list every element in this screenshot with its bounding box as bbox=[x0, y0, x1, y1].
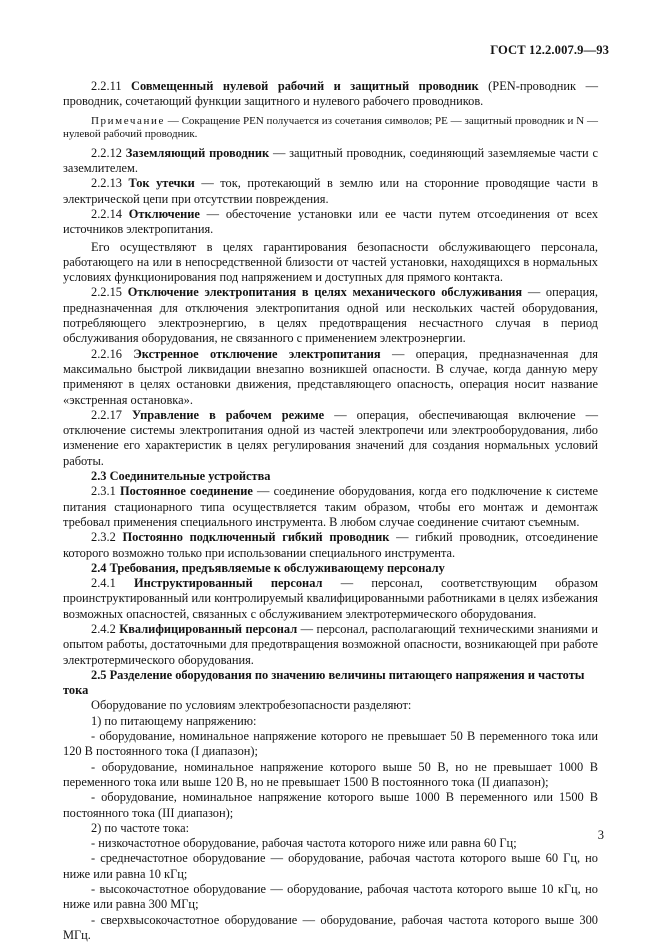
term: Инструктированный персонал bbox=[134, 576, 323, 591]
list-line: - высокочастотное оборудование — оборудование, рабочая частота которого выше 10 кГц, но ниже или равна 300 МГц; bbox=[63, 882, 598, 912]
list-line: 2) по частоте тока: bbox=[91, 820, 190, 835]
clause-2-4-1: 2.4.1 Инструктированный персонал — персонал, соответствующим образом проинструктированный или контролируемый квалифицированными работниками в целях избежания возможных опасностей, связанных с обслуживанием электротермического оборудования. bbox=[63, 576, 598, 621]
section-heading-2-5: 2.5 Разделение оборудования по значению величины питающего напряжения и частоты тока bbox=[63, 667, 585, 698]
list-line: - оборудование, номинальное напряжение которого выше 50 В, но не превышает 1000 В переменного тока или выше 120 В, но не превышает 1500 В постоянного тока (II диапазон); bbox=[63, 759, 598, 789]
section-heading-2-3: 2.3 Соединительные устройства bbox=[91, 469, 271, 484]
term: Отключение электропитания в целях механического обслуживания bbox=[127, 285, 523, 300]
clause-2-3-2: 2.3.2 Постоянно подключенный гибкий проводник — гибкий проводник, отсоединение которого возможно только при использовании специального инструмента. bbox=[63, 530, 598, 560]
list-line: - низкочастотное оборудование, рабочая частота которого ниже или равна 60 Гц; bbox=[91, 836, 517, 851]
term: Постоянно подключенный гибкий проводник bbox=[122, 530, 390, 545]
term: Совмещенный нулевой рабочий и защитный проводник bbox=[131, 79, 479, 93]
note-label: Примечание bbox=[91, 114, 165, 127]
term: Заземляющий проводник bbox=[125, 145, 270, 160]
clause-2-2-16: 2.2.16 Экстренное отключение электропитания — операция, предназначенная для максимально быстрой ликвидации внезапно возникшей опасности. В случае, когда данную меру применяют в целях остановки движения, представляющего опасность, операция носит название «экстренная остановка». bbox=[63, 346, 599, 407]
clause-2-2-17: 2.2.17 Управление в рабочем режиме — операция, обеспечивающая включение — отключение системы электропитания одной из частей электропечи или электрооборудования, либо изменение его характеристик в целях регулирования значений для создания нормальных условий работы. bbox=[63, 407, 598, 468]
page-number: 3 bbox=[597, 828, 604, 842]
term: Постоянное соединение bbox=[119, 484, 253, 499]
section-heading-2-4: 2.4 Требования, предъявляемые к обслуживающему персоналу bbox=[91, 560, 445, 575]
clause-2-4-2: 2.4.2 Квалифицированный персонал — персонал, располагающий техническими знаниями и опытом работы, достаточными для предотвращения возможной опасности, возникающей при работе электротермического оборудования. bbox=[63, 621, 598, 667]
document-body bbox=[63, 79, 598, 943]
clause-2-2-14: 2.2.14 Отключение — обесточение установки или ее части путем отсоединения от всех источников электропитания. bbox=[63, 206, 599, 237]
term: Квалифицированный персонал bbox=[119, 621, 298, 636]
list-line: - оборудование, номинальное напряжение которого выше 1000 В переменного или 1500 В постоянного тока (III диапазон); bbox=[63, 790, 598, 820]
term: Отключение bbox=[128, 206, 200, 221]
clause-2-3-1: 2.3.1 Постоянное соединение — соединение оборудования, когда его подключение к системе питания стационарного типа осуществляется таким образом, чтобы его монтаж и демонтаж требовал применения специального инструмента. В любом случае соединение считают съемным. bbox=[63, 484, 598, 529]
clause-2-2-13: 2.2.13 Ток утечки — ток, протекающий в землю или на сторонние проводящие части в электрической цепи при отсутствии повреждения. bbox=[63, 176, 598, 206]
clause-2-2-14-continued: Его осуществляют в целях гарантирования безопасности обслуживающего персонала, работающего на или в непосредственной близости от частей установки, находящихся в нормальных условиях функционирования под напряжением и доступных для прямого контакта. bbox=[63, 239, 598, 285]
term: Ток утечки bbox=[128, 176, 195, 191]
list-line: - среднечастотное оборудование — оборудование, рабочая частота которого выше 60 Гц, но ниже или равна 10 кГц; bbox=[63, 851, 598, 881]
list-line: - оборудование, номинальное напряжение которого не превышает 50 В переменного тока или 120 В постоянного тока (I диапазон); bbox=[63, 729, 598, 759]
note: Примечание — Сокращение PEN получается из сочетания символов; PE — защитный проводник и N — нулевой рабочий проводник. bbox=[63, 114, 598, 141]
term: Управление в рабочем режиме bbox=[132, 407, 325, 422]
clause-2-2-11: 2.2.11 Совмещенный нулевой рабочий и защитный проводник (PEN-проводник — проводник, сочетающий функции защитного и нулевого рабочего проводников. bbox=[63, 79, 598, 109]
list-line: Оборудование по условиям электробезопасности разделяют: bbox=[91, 698, 412, 713]
term: Экстренное отключение электропитания bbox=[133, 346, 381, 361]
document-code: ГОСТ 12.2.007.9—93 bbox=[490, 43, 609, 57]
list-line: 1) по питающему напряжению: bbox=[91, 713, 257, 728]
clause-2-2-12: 2.2.12 Заземляющий проводник — защитный проводник, соединяющий заземляемые части с заземлителем. bbox=[63, 145, 598, 176]
clause-2-2-15: 2.2.15 Отключение электропитания в целях механического обслуживания — операция, предназначенная для отключения электропитания одной или нескольких частей оборудования, потребляющего электроэнергию, в целях предотвращения несчастного случая в период обслуживания оборудования, не связанного с применением электроэнергии. bbox=[63, 285, 598, 346]
list-line: - сверхвысокочастотное оборудование — оборудование, рабочая частота которого выше 300 МГц. bbox=[63, 912, 598, 942]
